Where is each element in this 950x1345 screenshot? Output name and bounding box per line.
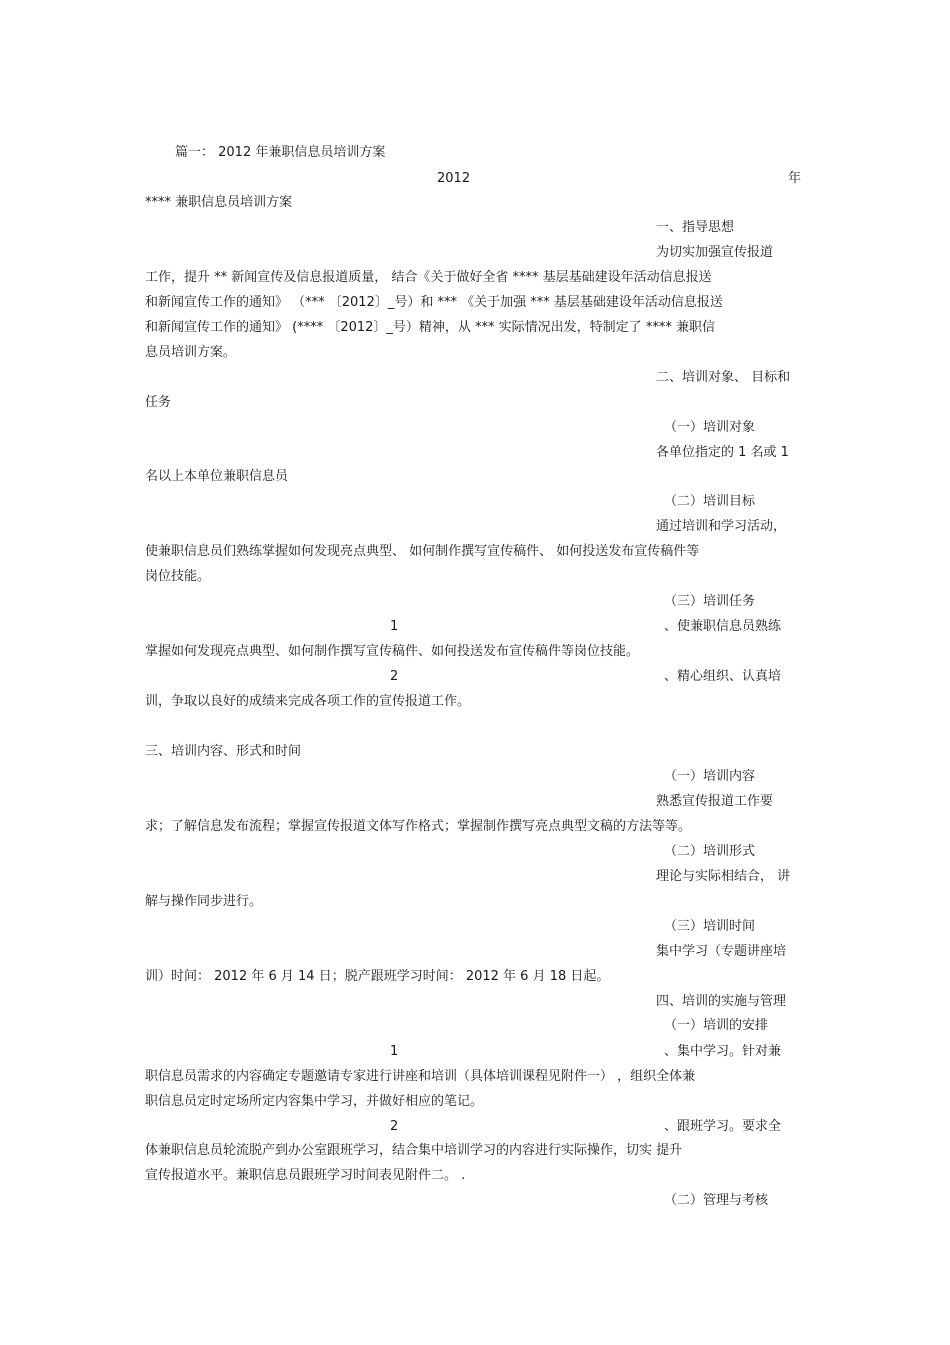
task-1-b: 掌握如何发现亮点典型、如何制作撰写宣传稿件、如何投送发布宣传稿件等岗位技能。 bbox=[145, 644, 640, 659]
title-line: **** 兼职信息员培训方案 bbox=[145, 195, 293, 210]
section-3-sub-1-a: 熟悉宣传报道工作要 bbox=[656, 794, 774, 809]
section-1-line-3: 和新闻宣传工作的通知》 (**** 〔2012〕_号）精神，从 *** 实际情况出发，特制定了 **** 兼职信 bbox=[145, 320, 715, 335]
section-1-paragraph-start: 为切实加强宣传报道 bbox=[656, 245, 774, 260]
section-2-sub-1-b: 名以上本单位兼职信息员 bbox=[145, 469, 289, 484]
section-3-sub-2-a: 理论与实际相结合， 讲 bbox=[656, 869, 791, 884]
task-2-b: 训，争取以良好的成绩来完成各项工作的宣传报道工作。 bbox=[145, 694, 471, 709]
section-3-title: 三、培训内容、形式和时间 bbox=[145, 744, 302, 759]
section-2-title-b: 任务 bbox=[145, 395, 172, 410]
section-1-line-4: 息员培训方案。 bbox=[145, 345, 237, 360]
task-2-a: 、精心组织、认真培 bbox=[664, 669, 782, 684]
section-2-sub-2-a: 通过培训和学习活动， bbox=[656, 519, 787, 534]
task-2-number: 2 bbox=[390, 669, 399, 684]
section-2-sub-2-b: 使兼职信息员们熟练掌握如何发现亮点典型、 如何制作撰写宣传稿件、 如何投送发布宣传稿件等 bbox=[145, 544, 700, 559]
section-4-sub-1: （一）培训的安排 bbox=[664, 1018, 769, 1033]
arrangement-2-c: 宣传报道水平。兼职信息员跟班学习时间表见附件二。 . bbox=[145, 1168, 466, 1183]
section-3-sub-2-b: 解与操作同步进行。 bbox=[145, 894, 263, 909]
section-2-sub-2: （二）培训目标 bbox=[664, 494, 756, 509]
section-2-sub-1-a: 各单位指定的 1 名或 1 bbox=[656, 445, 789, 460]
section-1-line-2: 和新闻宣传工作的通知》 （*** 〔2012〕_号）和 *** 《关于加强 *** 基层基础建设年活动信息报送 bbox=[145, 295, 723, 310]
arrangement-1-a: 、集中学习。针对兼 bbox=[664, 1044, 782, 1059]
task-1-number: 1 bbox=[390, 619, 399, 634]
section-4-sub-2: （二）管理与考核 bbox=[664, 1193, 769, 1208]
arrangement-2-a: 、跟班学习。要求全 bbox=[664, 1119, 782, 1134]
article-heading: 篇一： 2012 年兼职信息员培训方案 bbox=[175, 145, 386, 160]
section-3-sub-3-a: 集中学习（专题讲座培 bbox=[656, 944, 787, 959]
section-1-title: 一、指导思想 bbox=[656, 220, 735, 235]
task-1-a: 、使兼职信息员熟练 bbox=[664, 619, 782, 634]
section-3-sub-1-b: 求；了解信息发布流程；掌握宣传报道文体写作格式；掌握制作撰写亮点典型文稿的方法等等。 bbox=[145, 819, 692, 834]
arrangement-1-number: 1 bbox=[390, 1044, 399, 1059]
section-2-title-a: 二、培训对象、 目标和 bbox=[656, 370, 791, 385]
section-3-sub-1: （一）培训内容 bbox=[664, 769, 756, 784]
section-2-sub-2-c: 岗位技能。 bbox=[145, 569, 211, 584]
arrangement-2-b: 体兼职信息员轮流脱产到办公室跟班学习，结合集中培训学习的内容进行实际操作，切实 提升 bbox=[145, 1143, 683, 1158]
title-year: 2012 bbox=[437, 171, 471, 186]
section-2-sub-3: （三）培训任务 bbox=[664, 594, 756, 609]
title-nian: 年 bbox=[788, 171, 802, 186]
section-4-title: 四、培训的实施与管理 bbox=[656, 994, 787, 1009]
section-3-sub-3: （三）培训时间 bbox=[664, 919, 756, 934]
section-1-line-1: 工作，提升 ** 新闻宣传及信息报道质量， 结合《关于做好全省 **** 基层基础建设年活动信息报送 bbox=[145, 270, 712, 285]
arrangement-1-b: 职信息员需求的内容确定专题邀请专家进行讲座和培训（具体培训课程见附件一） ，组织全体兼 bbox=[145, 1069, 696, 1084]
arrangement-2-number: 2 bbox=[390, 1119, 399, 1134]
arrangement-1-c: 职信息员定时定场所定内容集中学习，并做好相应的笔记。 bbox=[145, 1094, 484, 1109]
section-3-sub-3-b: 训）时间： 2012 年 6 月 14 日；脱产跟班学习时间： 2012 年 6 月 18 日起。 bbox=[145, 969, 610, 984]
section-2-sub-1: （一）培训对象 bbox=[664, 420, 756, 435]
section-3-sub-2: （二）培训形式 bbox=[664, 844, 756, 859]
